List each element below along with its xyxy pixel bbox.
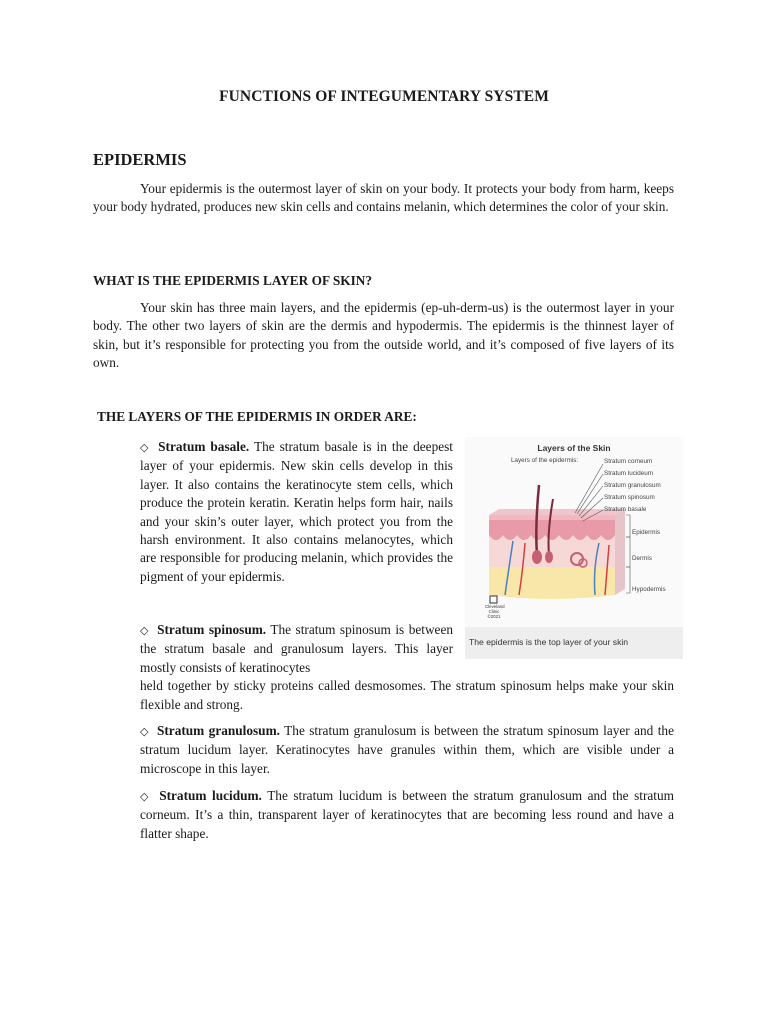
bullet-stratum-basale [140,438,453,586]
label-epidermis: Epidermis [632,529,660,536]
document-title: FUNCTIONS OF INTEGUMENTARY SYSTEM [219,88,549,105]
term-stratum-granulosum: Stratum granulosum. [156,723,280,738]
figure-caption: The epidermis is the top layer of your skin [469,637,629,647]
label-stratum-corneum: Stratum corneum [604,458,653,465]
stratum-spinosum-narrow-block [140,621,453,677]
term-stratum-basale: Stratum basale. [158,439,250,454]
text-stratum-granulosum: The stratum granulosum is between the stratum spinosum layer and the stratum lucidum layer. Keratinocytes have granules within them, which are visible under a microscope in this layer. [140,723,674,776]
diamond-bullet-icon: ◇ [140,725,150,738]
hair-follicle-shape [545,551,553,563]
what-is-heading: WHAT IS THE EPIDERMIS LAYER OF SKIN? [93,273,373,288]
text-stratum-spinosum-wide: held together by sticky proteins called desmosomes. The stratum spinosum helps make your skin flexible and strong. [140,678,674,712]
cleveland-clinic-logo-icon [490,596,497,603]
diamond-bullet-icon: ◇ [140,441,151,454]
text-stratum-lucidum: The stratum lucidum is between the stratum granulosum and the stratum corneum. It’s a thin, transparent layer of keratinocytes that are becoming less round and have a flatter shape. [140,788,674,841]
diamond-bullet-icon: ◇ [140,790,151,803]
figure-title: Layers of the Skin [537,443,611,453]
what-is-paragraph: Your skin has three main layers, and the epidermis (ep-uh-derm-us) is the outermost layer in your body. The other two layers of skin are the dermis and hypodermis. The epidermis is the thinnest layer of skin, but it’s responsible for protecting you from the outside world, and it’s composed of five layers of its own. [93,300,674,371]
bullet-stratum-lucidum [140,787,674,843]
text-stratum-spinosum-narrow: The stratum spinosum is between the stratum basale and granulosum layers. This layer mostly consists of keratinocytes [140,622,454,675]
figure-caption-bar [465,627,683,659]
diamond-bullet-icon: ◇ [140,624,150,637]
epidermis-paragraph: Your epidermis is the outermost layer of skin on your body. It protects your body from harm, keeps your body hydrated, produces new skin cells and contains melanin, which determines the color of your skin. [93,181,674,215]
stratum-corneum-shape [489,515,615,520]
hair-follicle-shape [532,550,542,564]
label-stratum-lucideum: Stratum lucideum [604,470,653,477]
skin-layers-figure [465,437,683,659]
term-stratum-spinosum: Stratum spinosum. [157,622,267,637]
term-stratum-lucidum: Stratum lucidum. [159,788,262,803]
label-hypodermis: Hypodermis [632,586,666,593]
bullet-stratum-granulosum [140,722,674,778]
label-stratum-basale: Stratum basale [604,506,647,513]
logo-text: Cleveland Clinic ©2021 [485,604,505,619]
figure-subtitle: Layers of the epidermis: [511,457,579,464]
layers-heading: THE LAYERS OF THE EPIDERMIS IN ORDER ARE: [97,409,417,424]
label-dermis: Dermis [632,555,652,562]
side-face-shape [615,509,625,595]
label-stratum-spinosum: Stratum spinosum [604,494,655,501]
epidermis-heading: EPIDERMIS [93,150,187,169]
label-stratum-granulosum: Stratum granulosum [604,482,661,489]
region-brackets [626,515,630,593]
text-stratum-basale: The stratum basale is in the deepest layer of your epidermis. New skin cells develop in this layer. It also contains the keratinocyte stem cells, which produce the protein keratin. Keratin helps form hair, nails and your skin’s outer layer, which protect you from the harsh environment. It also contains melanocytes, which are responsible for producing melanin, which provides the pigment of your epidermis. [140,439,453,584]
